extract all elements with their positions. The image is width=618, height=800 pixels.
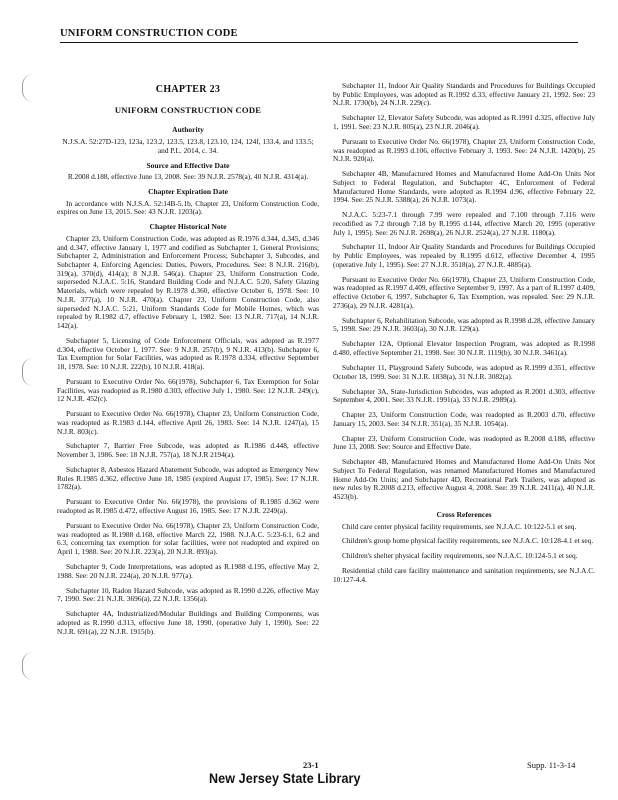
history-paragraph: Subchapter 7, Barrier Free Subcode, was adopted as R.1986 d.448, effective November 3, 1986. See: 18 N.J.R. 757(a), 18 N.J.R 2194(a). (57, 441, 319, 460)
cross-references-heading: Cross References (436, 509, 492, 519)
history-paragraph: Subchapter 6, Rehabilitation Subcode, was adopted as R.1998 d.28, effective January 5, 1998. See: 29 N.J.R. 3603(a), 30 N.J.R. 129(a). (333, 315, 595, 334)
history-paragraph: Subchapter 4B, Manufactured Homes and Manufactured Home Add-On Units Not Subject to Federal Regulation, and Subchapter 4C, Enforcement of Federal Manufactured Home Standards, were adopted as R.1994 d.96, effective February 22, 1994. See: 25 N.J.R. 5388(a), 26 N.J.R. 1073(a). (333, 169, 595, 205)
source-text: R.2008 d.188, effective June 13, 2008. See: 39 N.J.R. 2578(a), 40 N.J.R. 4314(a). (67, 172, 309, 182)
history-paragraph: Chapter 23, Uniform Construction Code, was readopted as R.2008 d.188, effective June 13, 2008. See: Source and Effective Date. (333, 433, 595, 452)
margin-mark (22, 358, 33, 386)
history-paragraph: Subchapter 12, Elevator Safety Subcode, was adopted as R.1991 d.325, effective July 1, 1991. See: 23 N.J.R. 805(a), 23 N.J.R. 2046(a). (333, 113, 595, 131)
history-paragraph: Pursuant to Executive Order No. 66(1978), Chapter 23, Uniform Construction Code, was readopted as R.1988 d.168, effective March 22, 1988. N.J.A.C. 5:23-6.1, 6.2 and 6.3, concerning tax exemption for solar facilities, were not readopted and expired on April 1, 1988. See: 20 N.J.R. 223(a), 20 N.J.R. 893(a). (57, 520, 319, 557)
supplement-date: Supp. 11-3-14 (527, 760, 576, 770)
cross-reference-item: Child care center physical facility requirements, see N.J.A.C. 10:122-5.1 et seq. (342, 521, 577, 531)
chapter-number: CHAPTER 23 (155, 84, 221, 95)
history-paragraph: N.J.A.C. 5:23-7.1 through 7.99 were repealed and 7.100 through 7.116 were recodified as 7.2 through 7.18 by R.1995 d.144, effective March 20, 1995 (operative July 1, 1995). See: 26 N.J.R. 2698(a), 26 N.J.R. 2524(a), 27 N.J.R. 1180(a). (333, 210, 595, 237)
history-paragraph: Pursuant to Executive Order No. 66(1978), Subchapter 6, Tax Exemption for Solar Facilities, was readopted as R.1980 d.303, effective July 1, 1980. See: 12 N.J.R. 249(c), 12 N.J.R. 452(c). (57, 376, 319, 404)
authority-text: N.J.S.A. 52:27D-123, 123a, 123.2, 123.5, 123.8, 123.10, 124, 124f, 133.4, and 133.5; and P.L. 2014, c. 34. (62, 137, 314, 155)
right-column (333, 82, 595, 591)
page-number: 23-1 (303, 760, 319, 770)
history-heading: Chapter Historical Note (149, 222, 227, 232)
left-column (57, 80, 319, 642)
history-paragraph: Subchapter 12A, Optional Elevator Inspection Program, was adopted as R.1998 d.480, effective September 21, 1998. See: 30 N.J.R. 1119(b), 30 N.J.R. 3461(a). (333, 339, 595, 358)
cross-reference-item: Residential child care facility maintenance and sanitation requirements, see N.J.A.C. 10:127-4.4. (333, 566, 595, 584)
history-paragraph: Subchapter 10, Radon Hazard Subcode, was adopted as R.1990 d.226, effective May 7, 1990. See: 21 N.J.R. 3696(a), 22 N.J.R. 1356(a). (57, 585, 319, 604)
history-paragraph: Subchapter 8, Asbestos Hazard Abatement Subcode, was adopted as Emergency New Rules R.1985 d.362, effective June 18, 1985 (expired August 17, 1985). See: 17 N.J.R. 1782(a). (57, 465, 319, 492)
cross-reference-item: Children's shelter physical facility requirements, see N.J.A.C. 10:124-5.1 et seq. (342, 551, 578, 561)
history-paragraph: Subchapter 11, Indoor Air Quality Standards and Procedures for Buildings Occupied by Public Employees, was repealed by R.1995 d.612, effective December 4, 1995 (operative July 1, 1995). See: 27 N.J.R. 3518(a), 27 N.J.R. 4885(a). (333, 242, 595, 269)
library-watermark: New Jersey State Library (209, 771, 361, 786)
chapter-name: UNIFORM CONSTRUCTION CODE (114, 104, 262, 115)
history-paragraph: Pursuant to Executive Order No. 66(1978), the provisions of R.1985 d.362 were readopted as R.1985 d.472, effective August 16, 1985. See: 17 N.J.R. 2249(a). (57, 497, 319, 516)
history-paragraph: Subchapter 11, Indoor Air Quality Standards and Procedures for Buildings Occupied by Public Employees, was adopted as R.1992 d.33, effective January 21, 1992. See: 23 N.J.R. 1730(b), 24 N.J.R. 229(c). (333, 81, 595, 108)
history-paragraph: Pursuant to Executive Order No. 66(1978), Chapter 23, Uniform Construction Code, was readopted as R.1997 d.409, effective September 9, 1997. As a part of R.1997 d.409, effective October 6, 1997, Subchapter 6, Tax Exemption, was repealed. See: 29 N.J.R. 2736(a), 29 N.J.R. 4281(a). (333, 274, 595, 310)
margin-mark (22, 74, 33, 102)
history-paragraph: Subchapter 9, Code Interpretations, was adopted as R.1988 d.195, effective May 2, 1988. See: 20 N.J.R. 224(a), 20 N.J.R. 977(a). (57, 561, 319, 580)
history-paragraph: Pursuant to Executive Order No. 66(1978), Chapter 23, Uniform Construction Code, was readopted as R.1983 d.144, effective April 26, 1983. See: 14 N.J.R. 1247(a), 15 N.J.R. 803(c). (57, 409, 319, 436)
running-header: UNIFORM CONSTRUCTION CODE (60, 28, 578, 43)
history-paragraph: Subchapter 3A, State-Jurisdiction Subcodes, was adopted as R.2001 d.303, effective September 4, 2001. See: 33 N.J.R. 1991(a), 33 N.J.R. 2989(a). (333, 386, 595, 405)
source-heading: Source and Effective Date (146, 160, 230, 170)
history-paragraph: Subchapter 5, Licensing of Code Enforcement Officials, was adopted as R.1977 d.304, effective October 1, 1977. See: 9 N.J.R. 257(b), 9 N.J.R. 413(b). Subchapter 6, Tax Exemption for Solar Facilities, was adopted as R.1978 d.334, effective September 18, 1978. See: 10 N.J.R. 222(b), 10 N.J.R. 418(a). (57, 335, 319, 371)
history-paragraph: Pursuant to Executive Order No. 66(1978), Chapter 23, Uniform Construction Code, was readopted as R.1993 d.106, effective February 3, 1993. See: 24 N.J.R. 1420(b), 25 N.J.R. 920(a). (333, 136, 595, 164)
history-paragraph: Subchapter 4B, Manufactured Homes and Manufactured Home Add-On Units Not Subject To Federal Regulation, was renamed Manufactured Homes and Manufactured Home Add-On Units; and Subchapter 4D, Recreational Park Trailers, was adopted as new rules by R.2008 d.213, effective August 4, 2008. See: 39 N.J.R. 2411(a), 40 N.J.R. 4523(b). (333, 457, 595, 502)
expiration-heading: Chapter Expiration Date (148, 186, 228, 196)
history-paragraph: Chapter 23, Uniform Construction Code, was readopted as R.2003 d.70, effective January 15, 2003. See: 34 N.J.R. 351(a), 35 N.J.R. 1054(a). (333, 410, 595, 428)
authority-heading: Authority (172, 125, 204, 135)
history-paragraph: Subchapter 4A, Industrialized/Modular Buildings and Building Components, was adopted as R.1990 d.313, effective June 18, 1990, (operative July 1, 1990). See: 22 N.J.R. 691(a), 22 N.J.R. 1915(b). (57, 609, 319, 636)
expiration-text: In accordance with N.J.S.A. 52:14B-5.1b, Chapter 23, Uniform Construction Code, expires on June 13, 2015. See: 43 N.J.R. 1203(a). (57, 198, 319, 217)
history-paragraph: Subchapter 11, Playground Safety Subcode, was adopted as R.1999 d.351, effective October 18, 1999. See: 31 N.J.R. 1838(a), 31 N.J.R. 3082(a). (333, 362, 595, 381)
cross-reference-item: Children's group home physical facility requirements, see N.J.A.C. 10:128-4.1 et seq. (342, 536, 594, 546)
margin-mark (22, 652, 33, 680)
history-paragraph: Chapter 23, Uniform Construction Code, was adopted as R.1976 d.344, d.345, d.346 and d.347, effective January 1, 1977 and codified as Subchapter 1, General Provisions; Subchapter 2, Administration and Enforcement Process; Subchapter 3, Subcodes, and Subchapter 4, Enforcing Agencies: Duties, Powers, Procedures. See: 8 N.J.R. 216(b), 319(a), 370(d), 414(a); 8 N.J.R. 546(a). Chapter 23, Uniform Construction Code, superseded N.J.A.C. 5:16, Standard Building Code and N.J.A.C. 5:20, Safety Glazing Materials, which were repealed by R.1978 d.360, effective October 6, 1978. See: 10 N.J.R. 377(a), 10 N.J.R. 470(a). Chapter 23, Uniform Construction Code, also superseded N.J.A.C. 5:21, Uniform Standards Code for Mobile Homes, which was repealed by R.1982 d.7, effective February 1, 1982. See: 13 N.J.R. 717(a), 14 N.J.R. 142(a). (57, 233, 319, 330)
